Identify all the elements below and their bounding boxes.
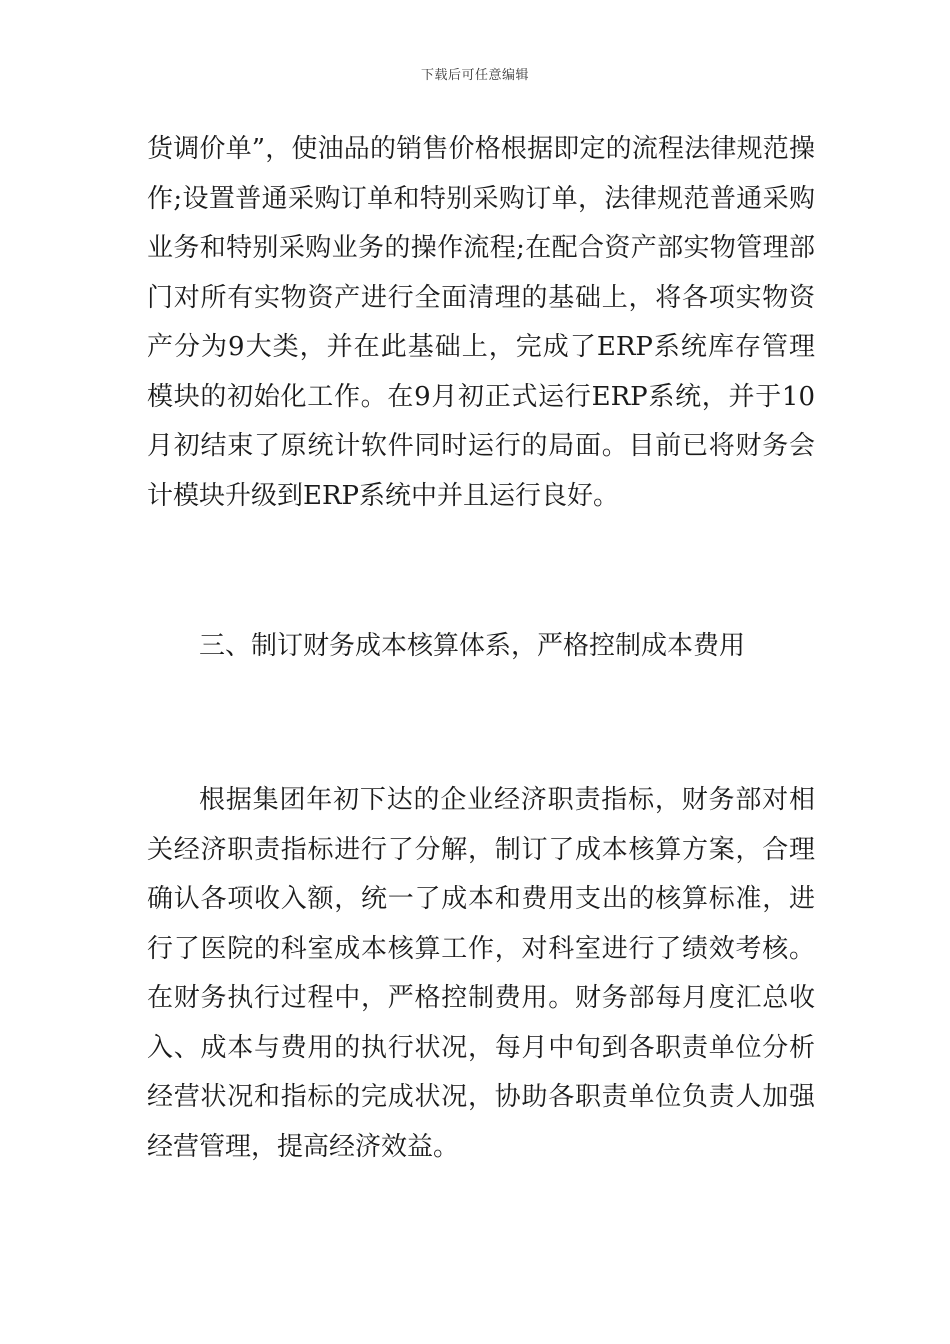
- paragraph-cost-accounting: 根据集团年初下达的企业经济职责指标，财务部对相关经济职责指标进行了分解，制订了成本核算方案，合理确认各项收入额，统一了成本和费用支出的核算标准，进行了医院的科室成本核算工作，对科室进行了绩效考核。在财务执行过程中，严格控制费用。财务部每月度汇总收入、成本与费用的执行状况，每月中旬到各职责单位分析经营状况和指标的完成状况，协助各职责单位负责人加强经营管理，提高经济效益。: [147, 785, 815, 1162]
- page-header-note: 下载后可任意编辑: [420, 68, 529, 83]
- paragraph-erp-system: 货调价单”，使油品的销售价格根据即定的流程法律规范操作;设置普通采购订单和特别采购订单，法律规范普通采购业务和特别采购业务的操作流程;在配合资产部实物管理部门对所有实物资产进行全面清理的基础上，将各项实物资产分为9大类，并在此基础上，完成了ERP系统库存管理模块的初始化工作。在9月初正式运行ERP系统，并于10月初结束了原统计软件同时运行的局面。目前已将财务会计模块升级到ERP系统中并且运行良好。: [147, 134, 815, 511]
- section-heading: 三、制订财务成本核算体系，严格控制成本费用: [199, 631, 746, 661]
